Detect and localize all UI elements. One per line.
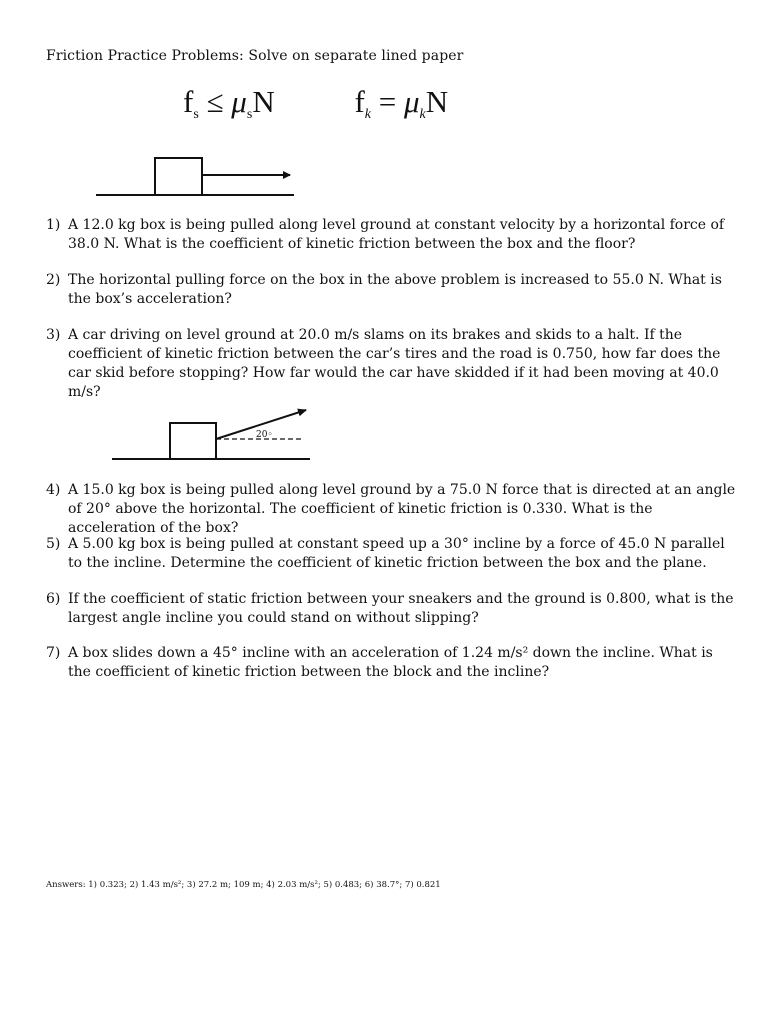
problem-3: [46, 326, 736, 402]
answer-key: Answers: 1) 0.323; 2) 1.43 m/s²; 3) 27.2 m; 109 m; 4) 2.03 m/s²; 5) 0.483; 6) 38.7°; 7) 0.821: [46, 880, 441, 890]
static-friction-formula: $f_s \le \mu_sN$: [183, 84, 275, 122]
problem-text: A box slides down a 45° incline with an acceleration of 1.24 m/s² down the incline. What is the coefficient of kinetic friction between the block and the incline?: [68, 645, 713, 680]
problem-number: 2): [46, 272, 61, 288]
problem-7: [46, 644, 736, 682]
problem-number: 3): [46, 327, 61, 343]
problem-text: If the coefficient of static friction between your sneakers and the ground is 0.800, what is the largest angle incline you could stand on without slipping?: [68, 591, 734, 626]
kinetic-friction-formula: $f_k = \mu_kN$: [354, 84, 449, 122]
problem-1: [46, 216, 736, 254]
problem-6: [46, 590, 736, 628]
problem-4: [46, 481, 736, 538]
problem-text: A 5.00 kg box is being pulled at constant speed up a 30° incline by a force of 45.0 N parallel to the incline. Determine the coefficient of kinetic friction between the box and the plane.: [68, 536, 725, 571]
problem-number: 5): [46, 536, 61, 552]
problem-5: [46, 535, 736, 573]
problem-number: 1): [46, 217, 61, 233]
problem-text: A car driving on level ground at 20.0 m/s slams on its brakes and skids to a halt. If the coefficient of kinetic friction between the car’s tires and the road is 0.750, how far does the car skid before stopping? How far would the car have skidded if it had been moving at 40.0 m/s?: [68, 327, 721, 400]
angle-label: 20◦: [256, 430, 273, 440]
problem-number: 7): [46, 645, 61, 661]
problem-text: A 12.0 kg box is being pulled along level ground at constant velocity by a horizontal force of 38.0 N. What is the coefficient of kinetic friction between the box and the floor?: [68, 217, 725, 252]
problem-text: A 15.0 kg box is being pulled along level ground by a 75.0 N force that is directed at an angle of 20° above the horizontal. The coefficient of kinetic friction is 0.330. What is the acceleration of the box?: [68, 482, 736, 536]
worksheet-title: Friction Practice Problems: Solve on separate lined paper: [46, 48, 464, 64]
problem-number: 4): [46, 482, 61, 498]
problem-2: [46, 271, 736, 309]
box: [170, 423, 216, 459]
problem-number: 6): [46, 591, 61, 607]
problem-text: The horizontal pulling force on the box in the above problem is increased to 55.0 N. What is the box’s acceleration?: [68, 272, 722, 307]
